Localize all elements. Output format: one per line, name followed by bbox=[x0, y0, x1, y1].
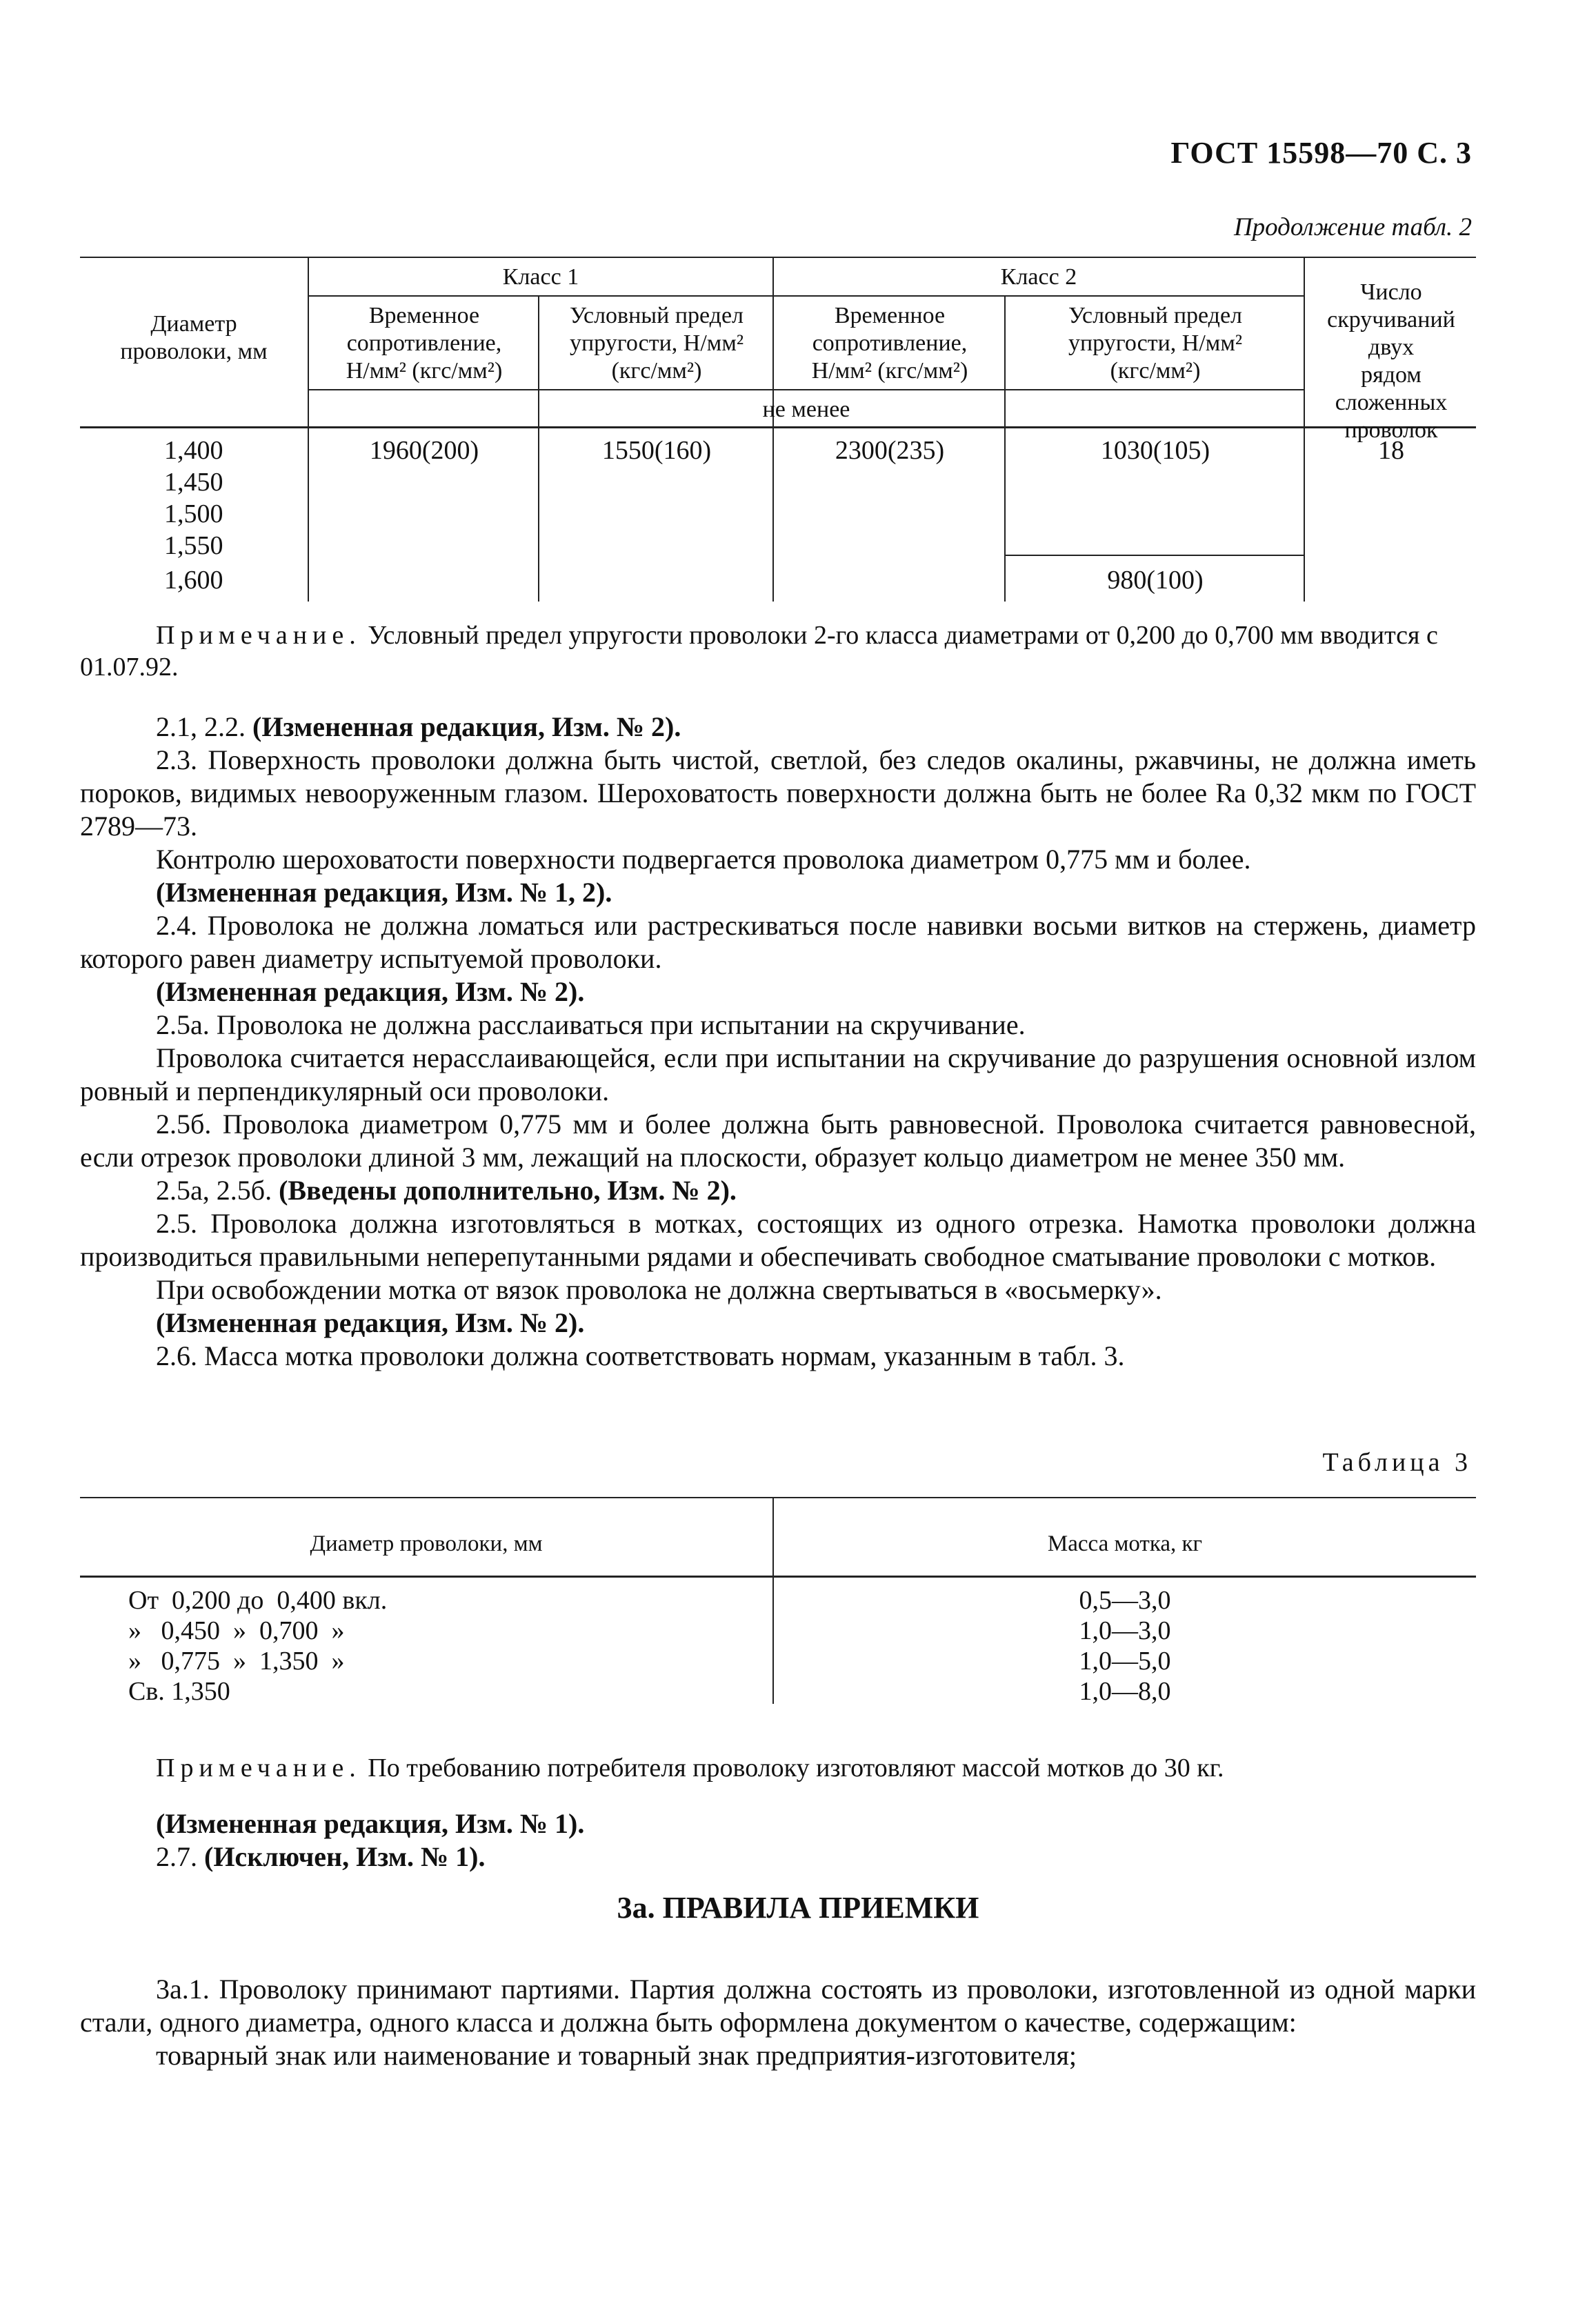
mass-cell: 0,5—3,0 bbox=[1079, 1586, 1171, 1615]
table2-note: Примечание. Условный предел упругости проволоки 2-го класса диаметрами от 0,200 до 0,700 мм вводится с 01.07.92. bbox=[80, 621, 1438, 682]
c1-ult-value: 1960(200) bbox=[369, 436, 479, 465]
body-text bbox=[80, 711, 1476, 1373]
diameter-list: 1,400 1,450 1,500 1,550 bbox=[164, 436, 223, 560]
paragraph: товарный знак или наименование и товарный знак предприятия-изготовителя; bbox=[156, 2040, 1077, 2071]
paragraph: 2.3. Поверхность проволоки должна быть чистой, светлой, без следов окалины, ржавчины, не должна иметь пороков, видимых невооруженным глазом. Шероховатость поверхности должна быть не более Ra 0,32 мкм по ГОСТ 2789—73. bbox=[80, 744, 1476, 842]
diameter-1600: 1,600 bbox=[164, 566, 223, 595]
paragraph: 3а.1. Проволоку принимают партиями. Партия должна состоять из проволоки, изготовленной из одной марки стали, одного диаметра, одного класса и должна быть оформлена документом о качестве, содержащим: bbox=[80, 1974, 1476, 2038]
table-row: От 0,200 до 0,400 вкл. bbox=[128, 1586, 388, 1615]
paragraph: 2.4. Проволока не должна ломаться или растрескиваться после навивки восьми витков на стержень, диаметр которого равен диаметру испытуемой проволоки. bbox=[80, 910, 1476, 974]
paragraph: 2.5б. Проволока диаметром 0,775 мм и более должна быть равновесной. Проволока считается равновесной, если отрезок проволоки длиной 3 мм, лежащий на плоскости, образует кольцо диаметром не менее 350 мм. bbox=[80, 1109, 1476, 1173]
c2-ult-header: Временное сопротивление, Н/мм² (кгс/мм²) bbox=[811, 303, 968, 384]
c2-elast-value-1600: 980(100) bbox=[1107, 566, 1204, 595]
c2-elast-header: Условный предел упругости, Н/мм² (кгс/мм²) bbox=[1068, 303, 1243, 384]
section-title: 3а. ПРАВИЛА ПРИЕМКИ bbox=[617, 1891, 979, 1925]
paragraph: 2.6. Масса мотка проволоки должна соответствовать нормам, указанным в табл. 3. bbox=[156, 1340, 1125, 1371]
after-table-text bbox=[80, 1807, 1476, 1874]
table-row: » 0,450 » 0,700 » bbox=[128, 1616, 345, 1645]
col-diameter: Диаметр проволоки, мм bbox=[310, 1531, 543, 1556]
section-text bbox=[80, 1973, 1476, 2072]
paragraph: Проволока считается нерасслаивающейся, если при испытании на скручивание до разрушения основной излом ровный и перпендикулярный оси проволоки. bbox=[80, 1042, 1476, 1106]
twists-value: 18 bbox=[1378, 436, 1404, 465]
c1-elast-value: 1550(160) bbox=[601, 436, 712, 465]
mass-cell: 1,0—5,0 bbox=[1079, 1647, 1171, 1676]
paragraph: При освобождении мотка от вязок проволока не должна свертываться в «восьмерку». bbox=[156, 1274, 1162, 1305]
mass-cell: 1,0—8,0 bbox=[1079, 1677, 1171, 1706]
c1-ult-header: Временное сопротивление, Н/мм² (кгс/мм²) bbox=[346, 303, 503, 384]
paragraph: 2.5а. Проволока не должна расслаиваться при испытании на скручивание. bbox=[156, 1009, 1026, 1040]
paragraph: (Измененная редакция, Изм. № 2). bbox=[156, 976, 585, 1007]
mass-cell: 1,0—3,0 bbox=[1079, 1616, 1171, 1645]
table-continuation-label: Продолжение табл. 2 bbox=[1233, 213, 1472, 241]
paragraph: (Измененная редакция, Изм. № 2). bbox=[156, 1307, 585, 1338]
c2-ult-value: 2300(235) bbox=[835, 436, 945, 465]
col-mass: Масса мотка, кг bbox=[1047, 1531, 1203, 1556]
table-2 bbox=[80, 257, 1476, 608]
paragraph: 2.5. Проволока должна изготовляться в мотках, состоящих из одного отрезка. Намотка проволоки должна производиться правильными неперепутанными рядами и обеспечивать свободное сматывание проволоки с мотков. bbox=[80, 1208, 1476, 1272]
paragraph: (Измененная редакция, Изм. № 1, 2). bbox=[156, 877, 612, 908]
class1-header: Класс 1 bbox=[502, 264, 579, 290]
table-3 bbox=[80, 1497, 1476, 1711]
paragraph: 2.7. (Исключен, Изм. № 1). bbox=[156, 1841, 486, 1872]
table-row: » 0,775 » 1,350 » bbox=[128, 1647, 345, 1676]
c2-elast-value: 1030(105) bbox=[1100, 436, 1210, 465]
paragraph: 2.1, 2.2. (Измененная редакция, Изм. № 2). bbox=[156, 711, 681, 742]
paragraph: Контролю шероховатости поверхности подвергается проволока диаметром 0,775 мм и более. bbox=[156, 844, 1251, 875]
table3-note: Примечание. По требованию потребителя проволоку изготовляют массой мотков до 30 кг. bbox=[156, 1754, 1224, 1782]
paragraph: (Измененная редакция, Изм. № 1). bbox=[156, 1808, 585, 1839]
not-less-label: не менее bbox=[762, 397, 850, 422]
twists-header: Число скручиваний двух рядом сложенных проволок bbox=[1327, 279, 1455, 443]
col-diameter-header: Диаметр проволоки, мм bbox=[120, 311, 268, 364]
c1-elast-header: Условный предел упругости, Н/мм² (кгс/мм²) bbox=[569, 303, 744, 384]
table-row: Св. 1,350 bbox=[128, 1677, 230, 1706]
paragraph: 2.5а, 2.5б. (Введены дополнительно, Изм. № 2). bbox=[156, 1175, 737, 1206]
class2-header: Класс 2 bbox=[1000, 264, 1077, 290]
page-header: ГОСТ 15598—70 С. 3 bbox=[1170, 136, 1472, 170]
table3-caption: Таблица 3 bbox=[1322, 1448, 1472, 1477]
